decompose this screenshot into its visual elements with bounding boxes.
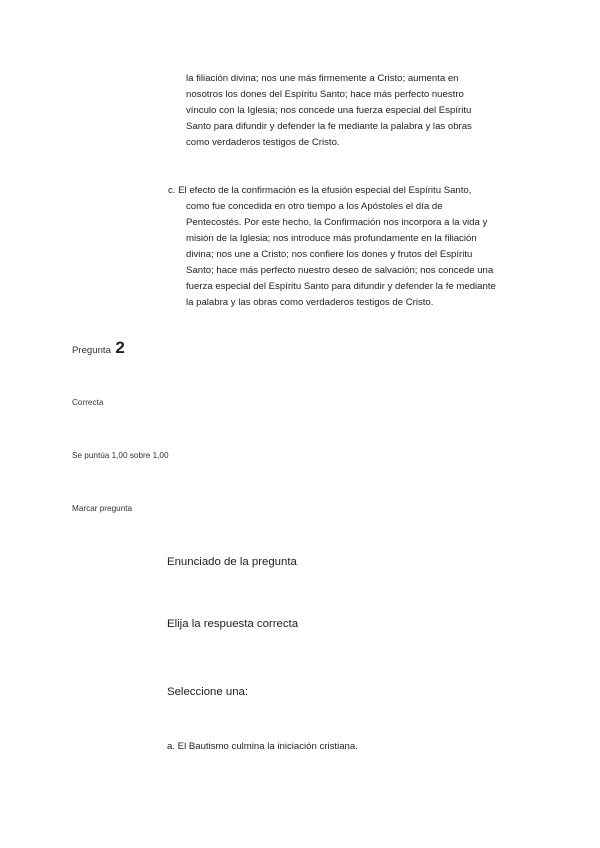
option-a[interactable]: a. El Bautismo culmina la iniciación cristiana.: [167, 741, 358, 752]
text-line: la filiación divina; nos une más firmemente a Cristo; aumenta en: [186, 73, 459, 84]
flag-question-link[interactable]: Marcar pregunta: [72, 504, 133, 513]
option-c[interactable]: [168, 183, 496, 311]
question-score: Se puntúa 1,00 sobre 1,00: [72, 451, 169, 460]
text-line: divina; nos une a Cristo; nos confiere los dones y frutos del Espíritu: [186, 249, 473, 260]
text-line: nosotros los dones del Espíritu Santo; hace más perfecto nuestro: [186, 89, 464, 100]
text-line: fuerza especial del Espíritu Santo para difundir y defender la fe mediante: [186, 281, 496, 292]
text-line: como fue concedida en otro tiempo a los Apóstoles el día de: [186, 201, 443, 212]
select-one-label: Seleccione una:: [167, 686, 249, 698]
option-c-first-line: c. El efecto de la confirmación es la efusión especial del Espíritu Santo,: [168, 185, 472, 196]
text-line: Santo; hace más perfecto nuestro deseo de salvación; nos concede una: [186, 265, 494, 276]
question-header: [72, 338, 125, 358]
text-line: misión de la Iglesia; nos introduce más profundamente en la filiación: [186, 233, 477, 244]
question-status: Correcta: [72, 398, 104, 407]
question-label: Pregunta: [72, 345, 111, 356]
question-number: 2: [115, 338, 125, 357]
text-line: la palabra y las obras como verdaderos testigos de Cristo.: [186, 297, 434, 308]
text-line: vínculo con la Iglesia; nos concede una fuerza especial del Espíritu: [186, 105, 472, 116]
text-line: Pentecostés. Por este hecho, la Confirmación nos incorpora a la vida y: [186, 217, 488, 228]
statement-heading: Enunciado de la pregunta: [167, 556, 297, 568]
option-b-continuation: [186, 71, 472, 151]
text-line: como verdaderos testigos de Cristo.: [186, 137, 340, 148]
question-prompt: Elija la respuesta correcta: [167, 618, 299, 630]
text-line: Santo para difundir y defender la fe mediante la palabra y las obras: [186, 121, 472, 132]
